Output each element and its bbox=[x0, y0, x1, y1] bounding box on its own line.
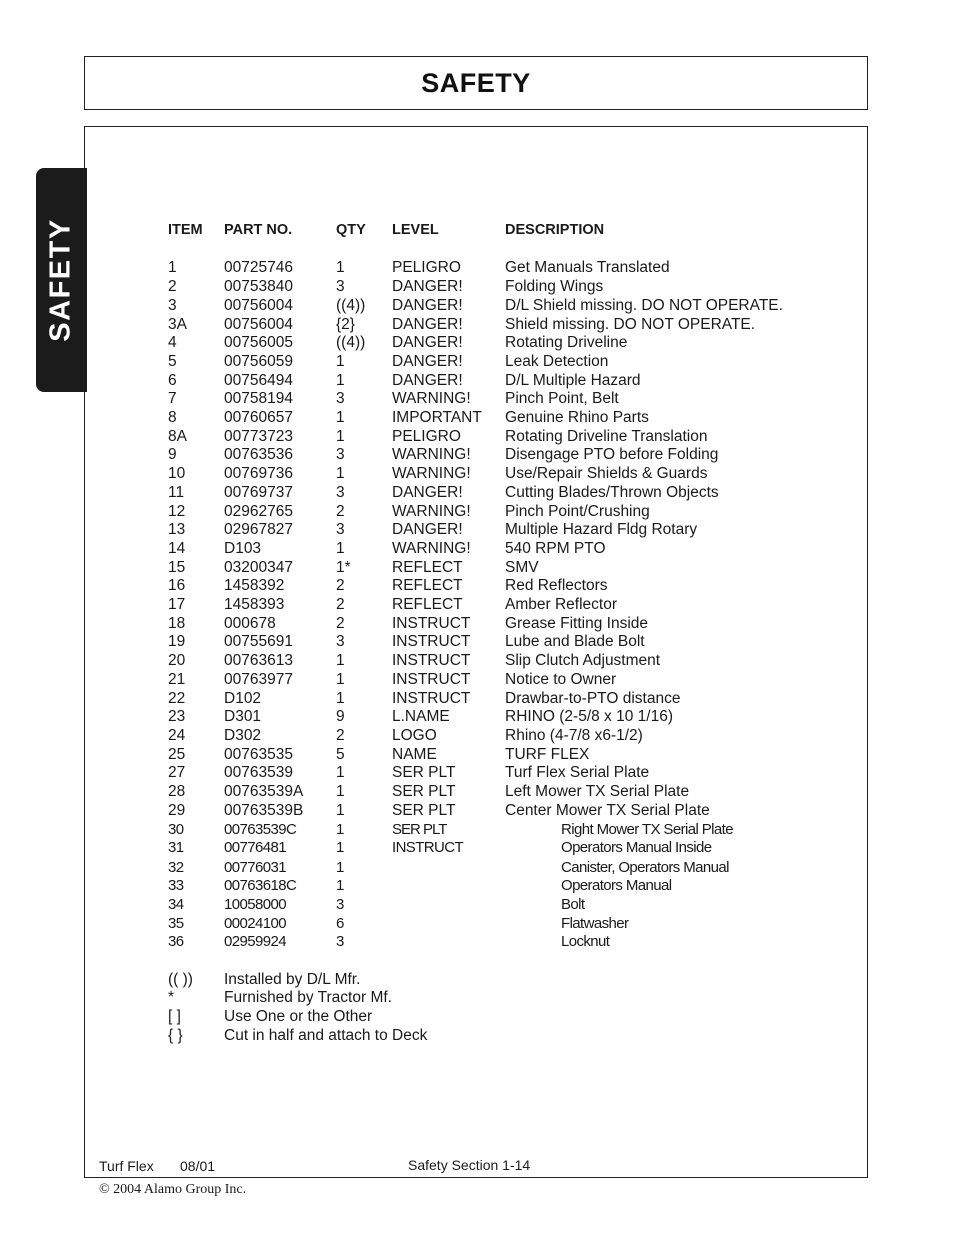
content-frame bbox=[84, 126, 868, 1178]
row-1-qty: 1 bbox=[336, 259, 345, 276]
row-9-level: WARNING! bbox=[392, 446, 471, 463]
row-14-level: WARNING! bbox=[392, 540, 471, 557]
row-10-level: WARNING! bbox=[392, 465, 471, 482]
row-21-qty: 1 bbox=[336, 671, 345, 688]
row-4-level: DANGER! bbox=[392, 334, 463, 351]
row-20-description: Slip Clutch Adjustment bbox=[505, 652, 661, 669]
row-31-item: 31 bbox=[168, 839, 184, 856]
row-8-level: IMPORTANT bbox=[392, 409, 482, 426]
row-7-level: WARNING! bbox=[392, 390, 471, 407]
row-1-item: 1 bbox=[168, 259, 177, 276]
row-32-description: Canister, Operators Manual bbox=[561, 859, 729, 876]
row-15-qty: 1* bbox=[336, 559, 351, 576]
row-28-description: Left Mower TX Serial Plate bbox=[505, 783, 690, 800]
row-3A-description: Shield missing. DO NOT OPERATE. bbox=[505, 316, 756, 333]
row-11-qty: 3 bbox=[336, 484, 345, 501]
row-12-item: 12 bbox=[168, 503, 186, 520]
row-6-description: D/L Multiple Hazard bbox=[505, 372, 641, 389]
footer-copyright: © 2004 Alamo Group Inc. bbox=[99, 1182, 247, 1197]
row-11-part-no: 00769737 bbox=[224, 484, 293, 501]
row-4-qty: ((4)) bbox=[336, 334, 366, 351]
row-8-item: 8 bbox=[168, 409, 177, 426]
legend-symbol: (( )) bbox=[168, 971, 193, 988]
row-10-description: Use/Repair Shields & Guards bbox=[505, 465, 708, 482]
row-15-description: SMV bbox=[505, 559, 539, 576]
row-36-qty: 3 bbox=[336, 933, 344, 950]
legend-text: Cut in half and attach to Deck bbox=[224, 1027, 428, 1044]
column-header-part-no: PART NO. bbox=[224, 222, 293, 238]
row-20-part-no: 00763613 bbox=[224, 652, 293, 669]
row-27-item: 27 bbox=[168, 764, 186, 781]
row-10-qty: 1 bbox=[336, 465, 345, 482]
row-8-description: Genuine Rhino Parts bbox=[505, 409, 649, 426]
row-36-item: 36 bbox=[168, 933, 184, 950]
row-2-description: Folding Wings bbox=[505, 278, 604, 295]
row-19-part-no: 00755691 bbox=[224, 633, 293, 650]
row-21-level: INSTRUCT bbox=[392, 671, 471, 688]
row-24-description: Rhino (4-7/8 x6-1/2) bbox=[505, 727, 643, 744]
row-2-item: 2 bbox=[168, 278, 177, 295]
row-24-qty: 2 bbox=[336, 727, 345, 744]
row-14-qty: 1 bbox=[336, 540, 345, 557]
row-12-part-no: 02962765 bbox=[224, 503, 293, 520]
row-16-description: Red Reflectors bbox=[505, 577, 608, 594]
row-33-item: 33 bbox=[168, 877, 184, 894]
row-16-item: 16 bbox=[168, 577, 186, 594]
row-25-part-no: 00763535 bbox=[224, 746, 293, 763]
row-17-part-no: 1458393 bbox=[224, 596, 285, 613]
row-30-description: Right Mower TX Serial Plate bbox=[561, 821, 733, 838]
column-header-qty: QTY bbox=[336, 222, 366, 238]
row-31-qty: 1 bbox=[336, 839, 344, 856]
row-7-description: Pinch Point, Belt bbox=[505, 390, 619, 407]
row-3-qty: ((4)) bbox=[336, 297, 366, 314]
row-33-qty: 1 bbox=[336, 877, 344, 894]
row-3A-level: DANGER! bbox=[392, 316, 463, 333]
row-30-qty: 1 bbox=[336, 821, 344, 838]
row-27-qty: 1 bbox=[336, 764, 345, 781]
row-6-item: 6 bbox=[168, 372, 177, 389]
row-29-qty: 1 bbox=[336, 802, 345, 819]
row-18-level: INSTRUCT bbox=[392, 615, 471, 632]
row-24-item: 24 bbox=[168, 727, 186, 744]
row-20-level: INSTRUCT bbox=[392, 652, 471, 669]
row-29-description: Center Mower TX Serial Plate bbox=[505, 802, 710, 819]
row-31-level: INSTRUCT bbox=[392, 839, 464, 856]
row-20-qty: 1 bbox=[336, 652, 345, 669]
row-13-level: DANGER! bbox=[392, 521, 463, 538]
row-14-part-no: D103 bbox=[224, 540, 262, 557]
row-6-qty: 1 bbox=[336, 372, 345, 389]
row-17-level: REFLECT bbox=[392, 596, 463, 613]
row-8A-level: PELIGRO bbox=[392, 428, 461, 445]
column-header-description: DESCRIPTION bbox=[505, 222, 605, 238]
row-3-description: D/L Shield missing. DO NOT OPERATE. bbox=[505, 297, 783, 314]
row-28-level: SER PLT bbox=[392, 783, 456, 800]
row-33-part-no: 00763618C bbox=[224, 877, 297, 894]
footer-date: 08/01 bbox=[180, 1158, 216, 1174]
row-10-item: 10 bbox=[168, 465, 186, 482]
row-14-description: 540 RPM PTO bbox=[505, 540, 606, 557]
row-27-description: Turf Flex Serial Plate bbox=[505, 764, 650, 781]
row-2-level: DANGER! bbox=[392, 278, 463, 295]
row-15-part-no: 03200347 bbox=[224, 559, 293, 576]
row-33-description: Operators Manual bbox=[561, 877, 672, 894]
row-8A-item: 8A bbox=[168, 428, 187, 445]
row-2-qty: 3 bbox=[336, 278, 345, 295]
row-11-level: DANGER! bbox=[392, 484, 463, 501]
row-19-item: 19 bbox=[168, 633, 186, 650]
row-13-item: 13 bbox=[168, 521, 186, 538]
row-13-part-no: 02967827 bbox=[224, 521, 293, 538]
row-6-part-no: 00756494 bbox=[224, 372, 293, 389]
side-tab-label: SAFETY bbox=[44, 218, 77, 342]
column-header-item: ITEM bbox=[168, 222, 203, 238]
row-5-qty: 1 bbox=[336, 353, 345, 370]
row-25-item: 25 bbox=[168, 746, 186, 763]
row-8A-part-no: 00773723 bbox=[224, 428, 293, 445]
row-30-part-no: 00763539C bbox=[224, 821, 297, 838]
row-16-level: REFLECT bbox=[392, 577, 463, 594]
row-24-part-no: D302 bbox=[224, 727, 262, 744]
legend-symbol: { } bbox=[168, 1027, 183, 1044]
row-22-level: INSTRUCT bbox=[392, 690, 471, 707]
row-22-description: Drawbar-to-PTO distance bbox=[505, 690, 681, 707]
row-25-qty: 5 bbox=[336, 746, 345, 763]
row-35-part-no: 00024100 bbox=[224, 915, 286, 932]
row-1-level: PELIGRO bbox=[392, 259, 461, 276]
row-9-qty: 3 bbox=[336, 446, 345, 463]
row-12-qty: 2 bbox=[336, 503, 345, 520]
row-32-part-no: 00776031 bbox=[224, 859, 286, 876]
legend-symbol: * bbox=[168, 989, 175, 1006]
row-5-part-no: 00756059 bbox=[224, 353, 293, 370]
row-8A-description: Rotating Driveline Translation bbox=[505, 428, 708, 445]
legend-symbol: [ ] bbox=[168, 1008, 181, 1025]
row-30-item: 30 bbox=[168, 821, 184, 838]
row-14-item: 14 bbox=[168, 540, 186, 557]
row-4-part-no: 00756005 bbox=[224, 334, 293, 351]
row-21-item: 21 bbox=[168, 671, 186, 688]
row-5-description: Leak Detection bbox=[505, 353, 609, 370]
row-12-level: WARNING! bbox=[392, 503, 471, 520]
row-25-description: TURF FLEX bbox=[505, 746, 590, 763]
row-34-description: Bolt bbox=[561, 896, 585, 913]
row-25-level: NAME bbox=[392, 746, 437, 763]
row-3A-item: 3A bbox=[168, 316, 187, 333]
row-35-item: 35 bbox=[168, 915, 184, 932]
row-16-part-no: 1458392 bbox=[224, 577, 285, 594]
row-7-item: 7 bbox=[168, 390, 177, 407]
row-15-level: REFLECT bbox=[392, 559, 463, 576]
row-7-part-no: 00758194 bbox=[224, 390, 293, 407]
row-21-description: Notice to Owner bbox=[505, 671, 617, 688]
row-32-qty: 1 bbox=[336, 859, 344, 876]
legend-text: Furnished by Tractor Mf. bbox=[224, 989, 392, 1006]
row-8A-qty: 1 bbox=[336, 428, 345, 445]
row-3-item: 3 bbox=[168, 297, 177, 314]
row-20-item: 20 bbox=[168, 652, 186, 669]
row-13-qty: 3 bbox=[336, 521, 345, 538]
row-22-item: 22 bbox=[168, 690, 186, 707]
row-1-description: Get Manuals Translated bbox=[505, 259, 670, 276]
row-24-level: LOGO bbox=[392, 727, 437, 744]
row-3A-part-no: 00756004 bbox=[224, 316, 293, 333]
row-4-item: 4 bbox=[168, 334, 177, 351]
legend-text: Use One or the Other bbox=[224, 1008, 373, 1025]
row-18-qty: 2 bbox=[336, 615, 345, 632]
row-34-qty: 3 bbox=[336, 896, 344, 913]
row-35-qty: 6 bbox=[336, 915, 344, 932]
row-19-qty: 3 bbox=[336, 633, 345, 650]
row-27-level: SER PLT bbox=[392, 764, 456, 781]
footer-model: Turf Flex bbox=[99, 1158, 154, 1174]
footer-section: Safety Section 1-14 bbox=[408, 1157, 531, 1173]
row-17-item: 17 bbox=[168, 596, 186, 613]
row-34-part-no: 10058000 bbox=[224, 896, 286, 913]
row-11-item: 11 bbox=[168, 484, 185, 501]
row-13-description: Multiple Hazard Fldg Rotary bbox=[505, 521, 698, 538]
row-2-part-no: 00753840 bbox=[224, 278, 293, 295]
row-30-level: SER PLT bbox=[392, 821, 447, 838]
row-3A-qty: {2} bbox=[336, 316, 355, 333]
row-21-part-no: 00763977 bbox=[224, 671, 293, 688]
row-23-part-no: D301 bbox=[224, 708, 262, 725]
row-3-level: DANGER! bbox=[392, 297, 463, 314]
row-15-item: 15 bbox=[168, 559, 186, 576]
header-box bbox=[84, 56, 868, 110]
row-19-description: Lube and Blade Bolt bbox=[505, 633, 645, 650]
row-11-description: Cutting Blades/Thrown Objects bbox=[505, 484, 719, 501]
row-17-description: Amber Reflector bbox=[505, 596, 617, 613]
column-header-level: LEVEL bbox=[392, 222, 439, 238]
row-28-qty: 1 bbox=[336, 783, 345, 800]
row-18-part-no: 000678 bbox=[224, 615, 276, 632]
row-22-part-no: D102 bbox=[224, 690, 262, 707]
row-18-description: Grease Fitting Inside bbox=[505, 615, 649, 632]
row-28-part-no: 00763539A bbox=[224, 783, 304, 800]
row-29-level: SER PLT bbox=[392, 802, 456, 819]
row-4-description: Rotating Driveline bbox=[505, 334, 628, 351]
legend-text: Installed by D/L Mfr. bbox=[224, 971, 361, 988]
row-31-description: Operators Manual Inside bbox=[561, 839, 712, 856]
row-9-part-no: 00763536 bbox=[224, 446, 293, 463]
row-1-part-no: 00725746 bbox=[224, 259, 293, 276]
row-31-part-no: 00776481 bbox=[224, 839, 286, 856]
row-23-description: RHINO (2-5/8 x 10 1/16) bbox=[505, 708, 673, 725]
row-34-item: 34 bbox=[168, 896, 184, 913]
row-9-description: Disengage PTO before Folding bbox=[505, 446, 719, 463]
row-10-part-no: 00769736 bbox=[224, 465, 293, 482]
row-5-item: 5 bbox=[168, 353, 177, 370]
row-12-description: Pinch Point/Crushing bbox=[505, 503, 650, 520]
row-3-part-no: 00756004 bbox=[224, 297, 293, 314]
row-22-qty: 1 bbox=[336, 690, 345, 707]
row-29-item: 29 bbox=[168, 802, 186, 819]
page-title: SAFETY bbox=[421, 67, 531, 98]
row-19-level: INSTRUCT bbox=[392, 633, 471, 650]
row-18-item: 18 bbox=[168, 615, 186, 632]
row-27-part-no: 00763539 bbox=[224, 764, 293, 781]
row-17-qty: 2 bbox=[336, 596, 345, 613]
row-5-level: DANGER! bbox=[392, 353, 463, 370]
row-23-level: L.NAME bbox=[392, 708, 450, 725]
row-16-qty: 2 bbox=[336, 577, 345, 594]
row-28-item: 28 bbox=[168, 783, 186, 800]
row-23-qty: 9 bbox=[336, 708, 345, 725]
row-8-part-no: 00760657 bbox=[224, 409, 293, 426]
row-35-description: Flatwasher bbox=[561, 915, 629, 932]
side-tab bbox=[36, 168, 87, 392]
row-8-qty: 1 bbox=[336, 409, 345, 426]
row-23-item: 23 bbox=[168, 708, 186, 725]
row-9-item: 9 bbox=[168, 446, 177, 463]
row-36-description: Locknut bbox=[561, 933, 610, 950]
row-32-item: 32 bbox=[168, 859, 184, 876]
row-36-part-no: 02959924 bbox=[224, 933, 286, 950]
row-7-qty: 3 bbox=[336, 390, 345, 407]
row-6-level: DANGER! bbox=[392, 372, 463, 389]
row-29-part-no: 00763539B bbox=[224, 802, 304, 819]
